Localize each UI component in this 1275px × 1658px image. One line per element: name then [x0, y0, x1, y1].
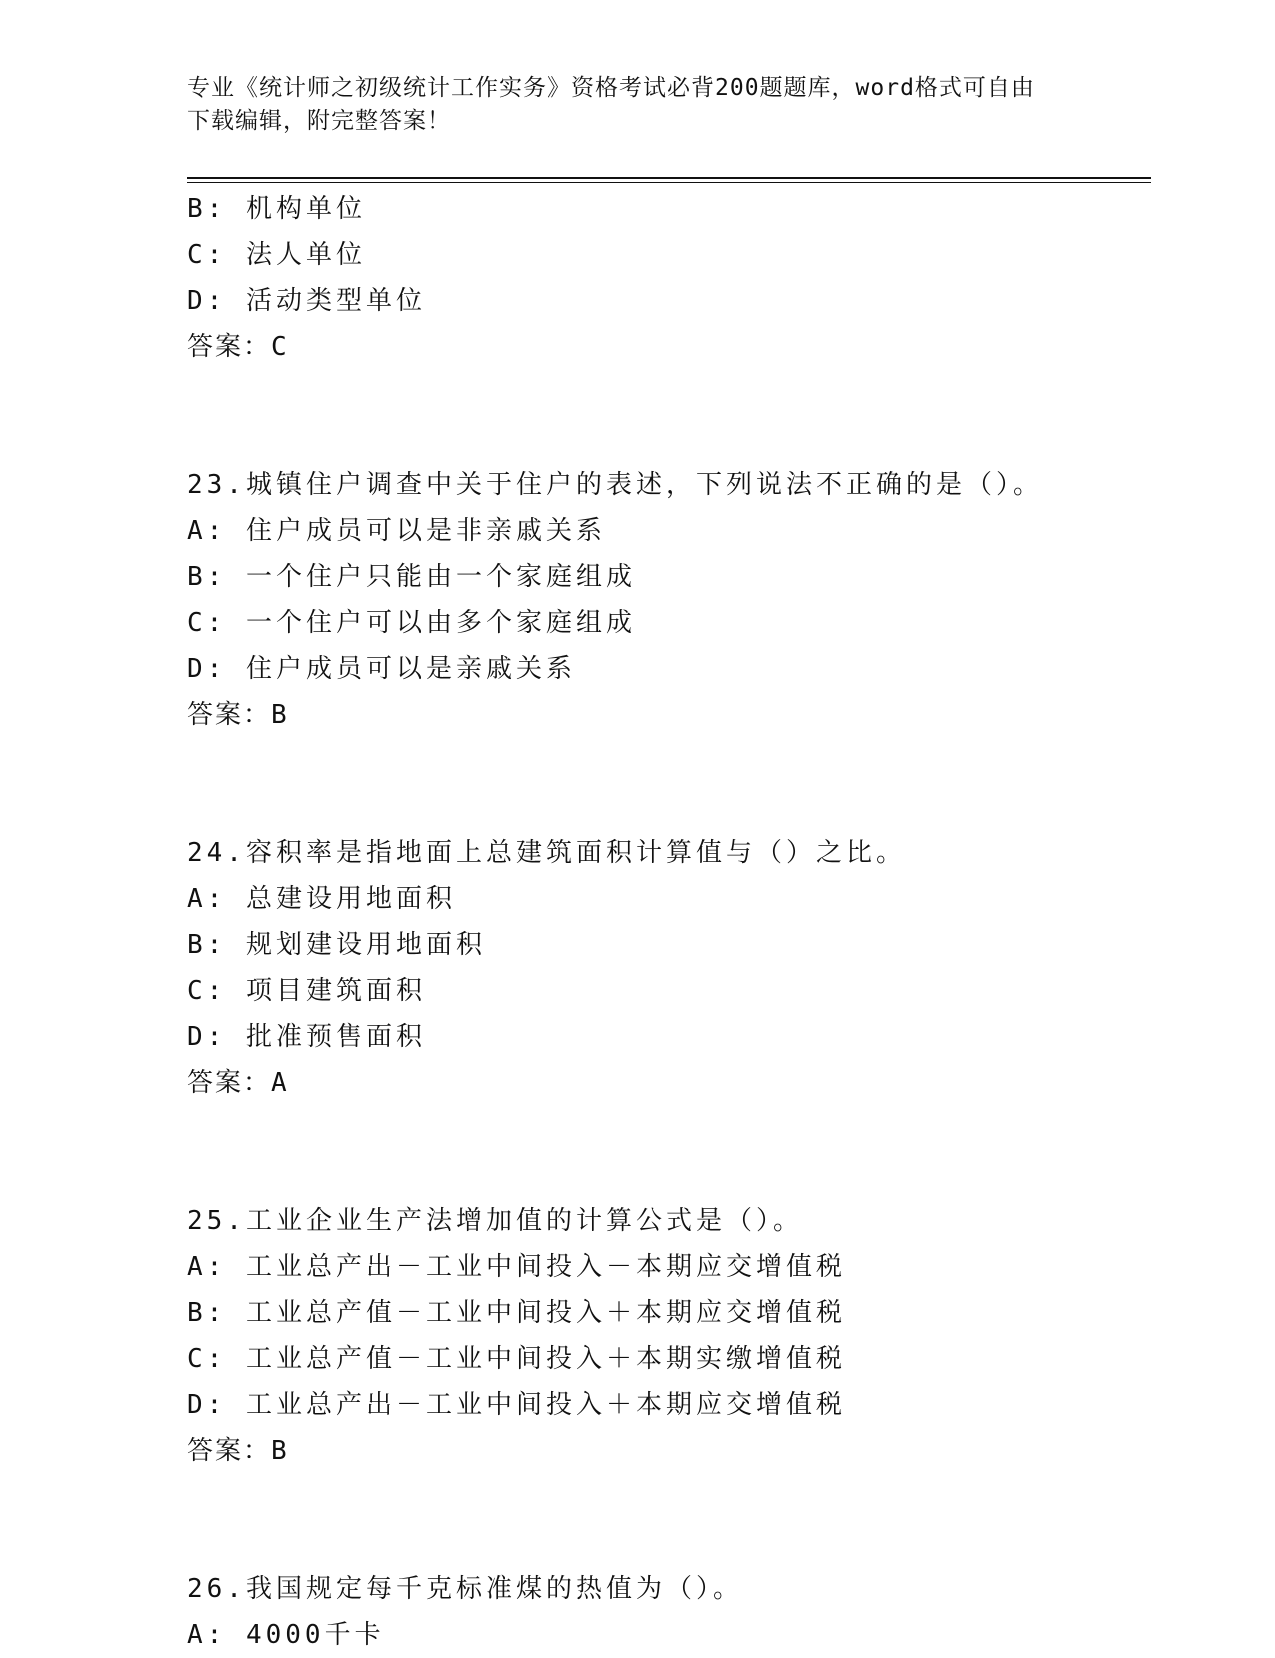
option-a: A: 4000千卡 [187, 1620, 385, 1650]
question-spacer [187, 1474, 1151, 1566]
option-b: B: 规划建设用地面积 [187, 930, 486, 960]
option-c: C: 项目建筑面积 [187, 976, 426, 1006]
question-26 [187, 1566, 1151, 1658]
question-text: 25.工业企业生产法增加值的计算公式是（）。 [187, 1206, 803, 1236]
question-spacer [187, 370, 1151, 462]
header-divider-thick [187, 177, 1151, 179]
option-d: D: 活动类型单位 [187, 286, 426, 316]
answer: 答案：A [187, 1068, 289, 1098]
option-c: C: 法人单位 [187, 240, 366, 270]
option-b: B: 一个住户只能由一个家庭组成 [187, 562, 636, 592]
option-b: B: 机构单位 [187, 194, 366, 224]
question-23 [187, 462, 1151, 738]
header-line-2: 下载编辑，附完整答案！ [187, 108, 451, 134]
option-c: C: 一个住户可以由多个家庭组成 [187, 608, 636, 638]
option-d: D: 住户成员可以是亲戚关系 [187, 654, 576, 684]
option-b: B: 工业总产值－工业中间投入＋本期应交增值税 [187, 1298, 846, 1328]
header-line-1: 专业《统计师之初级统计工作实务》资格考试必背200题题库，word格式可自由 [187, 75, 1035, 101]
question-text: 23.城镇住户调查中关于住户的表述，下列说法不正确的是（）。 [187, 470, 1043, 500]
question-text: 24.容积率是指地面上总建筑面积计算值与（）之比。 [187, 838, 906, 868]
option-a: A: 工业总产出－工业中间投入－本期应交增值税 [187, 1252, 846, 1282]
option-d: D: 工业总产出－工业中间投入＋本期应交增值税 [187, 1390, 846, 1420]
question-spacer [187, 738, 1151, 830]
document-header [187, 72, 1087, 138]
question-24 [187, 830, 1151, 1106]
answer: 答案：B [187, 700, 289, 730]
answer: 答案：C [187, 332, 289, 362]
option-a: A: 总建设用地面积 [187, 884, 456, 914]
question-25 [187, 1198, 1151, 1474]
question-text: 26.我国规定每千克标准煤的热值为（）。 [187, 1574, 743, 1604]
option-d: D: 批准预售面积 [187, 1022, 426, 1052]
option-c: C: 工业总产值－工业中间投入＋本期实缴增值税 [187, 1344, 846, 1374]
header-divider-thin [187, 182, 1151, 183]
option-a: A: 住户成员可以是非亲戚关系 [187, 516, 606, 546]
answer: 答案：B [187, 1436, 289, 1466]
question-22 [187, 186, 1151, 370]
question-spacer [187, 1106, 1151, 1198]
question-list [187, 186, 1151, 1658]
